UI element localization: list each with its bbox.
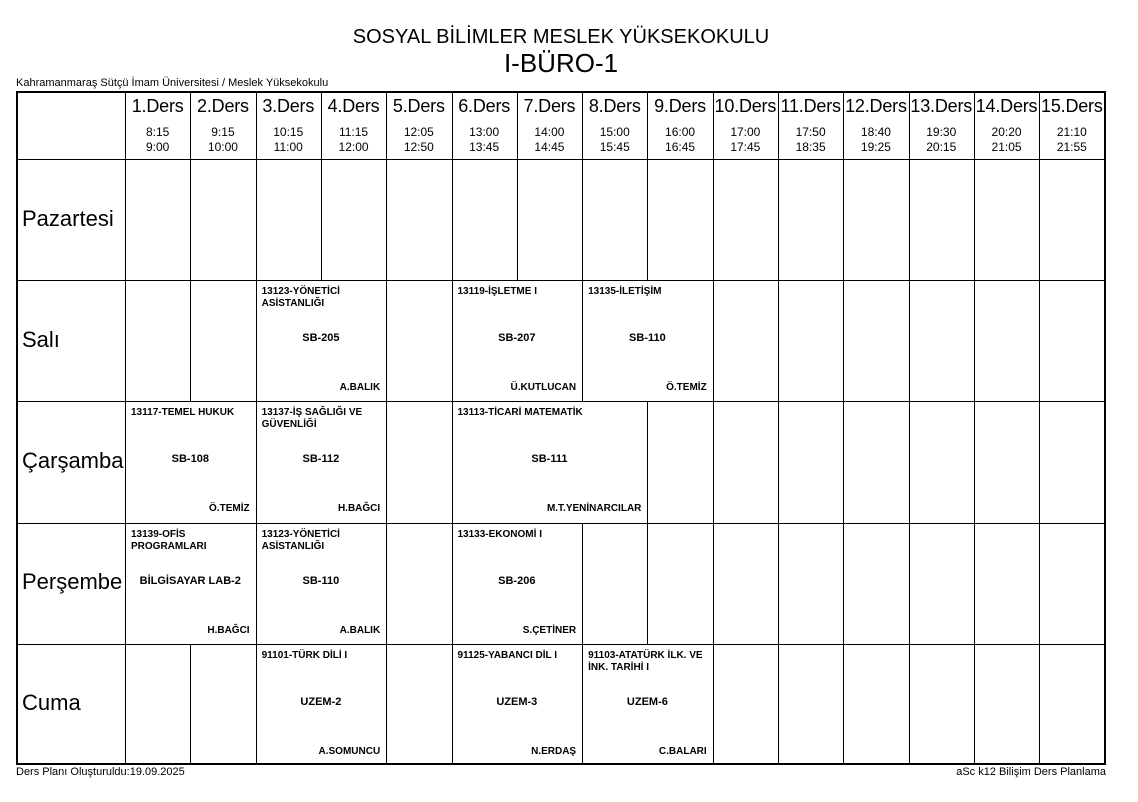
column-divider xyxy=(843,93,844,159)
period-header xyxy=(974,93,1039,159)
lesson-course-code: 91103-ATATÜRK İLK. VE İNK. TARİHİ I xyxy=(588,649,703,673)
period-time xyxy=(843,125,908,155)
period-header xyxy=(909,93,974,159)
period-time xyxy=(256,125,321,155)
column-divider xyxy=(778,159,779,280)
school-title: SOSYAL BİLİMLER MESLEK YÜKSEKOKULU xyxy=(352,26,770,48)
period-header xyxy=(386,93,451,159)
lesson-block[interactable] xyxy=(125,523,256,644)
period-name: 13.Ders xyxy=(910,96,973,116)
day-label: Perşembe xyxy=(22,569,123,595)
period-header xyxy=(713,93,778,159)
column-divider xyxy=(713,401,714,522)
period-name: 15.Ders xyxy=(1041,96,1103,116)
period-header xyxy=(778,93,843,159)
period-name: 12.Ders xyxy=(845,96,907,116)
period-header xyxy=(843,93,908,159)
period-header xyxy=(125,93,190,159)
period-time xyxy=(190,125,255,155)
column-divider xyxy=(517,159,518,280)
column-divider xyxy=(386,401,387,522)
column-divider xyxy=(647,93,648,159)
period-name: 9.Ders xyxy=(654,96,706,116)
period-time xyxy=(713,125,778,155)
period-end-time: 11:00 xyxy=(273,140,303,154)
period-time xyxy=(974,125,1039,155)
period-end-time: 19:25 xyxy=(860,140,891,154)
lesson-block[interactable] xyxy=(256,644,387,765)
day-label: Salı xyxy=(22,326,60,352)
column-divider xyxy=(909,401,910,522)
lesson-course-code: 13117-TEMEL HUKUK xyxy=(131,407,235,419)
column-divider xyxy=(256,93,257,159)
lesson-room: BİLGİSAYAR LAB-2 xyxy=(139,574,241,587)
lesson-room: SB-206 xyxy=(498,574,536,587)
column-divider xyxy=(909,523,910,644)
period-end-time: 12:50 xyxy=(403,140,434,154)
period-end-time: 16:45 xyxy=(665,140,696,154)
lesson-teacher: A.SOMUNCU xyxy=(318,745,381,757)
lesson-room: UZEM-2 xyxy=(300,695,342,708)
lesson-room: SB-110 xyxy=(302,574,340,587)
column-divider xyxy=(974,401,975,522)
column-divider xyxy=(778,93,779,159)
period-header xyxy=(452,93,517,159)
software-footer: aSc k12 Bilişim Ders Planlama xyxy=(956,766,1106,778)
period-end-time: 10:00 xyxy=(207,140,238,154)
period-name: 1.Ders xyxy=(131,96,184,116)
period-end-time: 15:45 xyxy=(599,140,630,154)
period-end-time: 21:05 xyxy=(991,140,1022,154)
period-end-time: 17:45 xyxy=(730,140,761,154)
column-divider xyxy=(778,401,779,522)
day-label: Çarşamba xyxy=(22,448,124,473)
column-divider xyxy=(974,159,975,280)
row-divider xyxy=(18,159,1104,160)
column-divider xyxy=(843,401,844,522)
lesson-room: SB-112 xyxy=(302,453,340,466)
column-divider xyxy=(974,93,975,159)
period-time xyxy=(647,125,712,155)
period-start-time: 17:00 xyxy=(730,125,761,139)
lesson-course-code: 91125-YABANCI DİL I xyxy=(457,649,557,661)
lesson-room: UZEM-6 xyxy=(626,695,668,708)
column-divider xyxy=(843,159,844,280)
period-start-time: 19:30 xyxy=(926,125,957,139)
column-divider xyxy=(713,159,714,280)
period-header xyxy=(647,93,712,159)
period-time xyxy=(125,125,190,155)
column-divider xyxy=(190,280,191,401)
lesson-block[interactable] xyxy=(452,401,648,522)
column-divider xyxy=(713,280,714,401)
lesson-room: SB-205 xyxy=(302,332,340,345)
column-divider xyxy=(386,523,387,644)
column-divider xyxy=(1039,644,1040,763)
lesson-block[interactable] xyxy=(256,280,387,401)
column-divider xyxy=(1039,159,1040,280)
lesson-teacher: N.ERDAŞ xyxy=(531,745,577,757)
column-divider xyxy=(843,644,844,763)
lesson-block[interactable] xyxy=(256,523,387,644)
timetable-grid xyxy=(16,91,1106,765)
column-divider xyxy=(778,523,779,644)
period-name: 5.Ders xyxy=(392,96,445,116)
institution-label: Kahramanmaraş Sütçü İmam Üniversitesi / Meslek Yüksekokulu xyxy=(16,77,329,89)
period-end-time: 20:15 xyxy=(926,140,957,154)
period-start-time: 21:10 xyxy=(1056,125,1087,139)
period-time xyxy=(1039,125,1104,155)
created-date-footer: Ders Planı Oluşturuldu:19.09.2025 xyxy=(16,766,185,778)
column-divider xyxy=(386,159,387,280)
column-divider xyxy=(452,159,453,280)
lesson-block[interactable] xyxy=(256,401,387,522)
column-divider xyxy=(452,93,453,159)
lesson-teacher: C.BALARI xyxy=(658,745,707,757)
lesson-block[interactable] xyxy=(125,401,256,522)
period-end-time: 13:45 xyxy=(469,140,500,154)
lesson-room: SB-110 xyxy=(629,332,666,345)
period-end-time: 9:00 xyxy=(145,140,170,154)
column-divider xyxy=(386,93,387,159)
lesson-course-code: 13137-İŞ SAĞLIĞI VE GÜVENLİĞİ xyxy=(261,407,363,431)
column-divider xyxy=(1039,93,1040,159)
period-start-time: 14:00 xyxy=(534,125,565,139)
column-divider xyxy=(256,159,257,280)
column-divider xyxy=(713,523,714,644)
column-divider xyxy=(778,644,779,763)
column-divider xyxy=(582,159,583,280)
column-divider xyxy=(582,93,583,159)
lesson-course-code: 13133-EKONOMİ I xyxy=(457,528,542,540)
lesson-room: SB-108 xyxy=(171,453,209,466)
column-divider xyxy=(778,280,779,401)
day-label: Pazartesi xyxy=(22,205,114,231)
column-divider xyxy=(321,159,322,280)
column-divider xyxy=(1039,523,1040,644)
column-divider xyxy=(386,280,387,401)
period-start-time: 12:05 xyxy=(403,125,434,139)
period-name: 14.Ders xyxy=(975,96,1038,116)
column-divider xyxy=(843,280,844,401)
lesson-teacher: S.ÇETİNER xyxy=(522,624,577,636)
lesson-room: SB-111 xyxy=(531,453,568,466)
column-divider xyxy=(713,93,714,159)
column-divider xyxy=(909,159,910,280)
class-title: I-BÜRO-1 xyxy=(503,48,619,78)
lesson-teacher: A.BALIK xyxy=(339,624,381,636)
lesson-teacher: Ö.TEMİZ xyxy=(666,382,707,394)
period-time xyxy=(386,125,451,155)
column-divider xyxy=(974,280,975,401)
lesson-course-code: 13135-İLETİŞİM xyxy=(588,286,662,298)
lesson-course-code: 13119-İŞLETME I xyxy=(457,286,537,298)
period-start-time: 9:15 xyxy=(211,125,235,139)
column-divider xyxy=(1039,280,1040,401)
column-divider xyxy=(647,159,648,280)
period-time xyxy=(517,125,582,155)
period-start-time: 17:50 xyxy=(795,125,826,139)
period-time xyxy=(452,125,517,155)
period-start-time: 13:00 xyxy=(469,125,500,139)
period-end-time: 18:35 xyxy=(795,140,826,154)
period-name: 3.Ders xyxy=(262,96,315,116)
period-name: 4.Ders xyxy=(327,96,380,116)
lesson-block[interactable] xyxy=(582,644,713,765)
lesson-block[interactable] xyxy=(452,523,583,644)
column-divider xyxy=(517,93,518,159)
period-start-time: 11:15 xyxy=(338,125,369,139)
period-start-time: 16:00 xyxy=(665,125,696,139)
lesson-course-code: 13123-YÖNETİCİ ASİSTANLIĞI xyxy=(261,528,340,552)
period-end-time: 14:45 xyxy=(534,140,565,154)
lesson-teacher: M.T.YENİNARCILAR xyxy=(546,503,642,515)
column-divider xyxy=(647,523,648,644)
period-header xyxy=(256,93,321,159)
lesson-block[interactable] xyxy=(452,280,583,401)
period-header xyxy=(190,93,255,159)
period-time xyxy=(778,125,843,155)
lesson-teacher: H.BAĞCI xyxy=(337,503,381,515)
column-divider xyxy=(1039,401,1040,522)
column-divider xyxy=(909,644,910,763)
day-label: Cuma xyxy=(22,690,81,716)
lesson-block[interactable] xyxy=(582,280,713,401)
column-divider xyxy=(386,644,387,763)
lesson-room: UZEM-3 xyxy=(496,695,538,708)
period-time xyxy=(909,125,974,155)
period-name: 6.Ders xyxy=(458,96,511,116)
lesson-block[interactable] xyxy=(452,644,583,765)
lesson-room: SB-207 xyxy=(498,332,536,345)
lesson-course-code: 13139-OFİS PROGRAMLARI xyxy=(131,528,207,552)
period-time xyxy=(321,125,386,155)
lesson-course-code: 13123-YÖNETİCİ ASİSTANLIĞI xyxy=(261,286,340,310)
period-name: 11.Ders xyxy=(780,96,841,116)
column-divider xyxy=(974,644,975,763)
period-header xyxy=(582,93,647,159)
period-name: 2.Ders xyxy=(197,96,249,116)
period-start-time: 20:20 xyxy=(991,125,1022,139)
period-header xyxy=(321,93,386,159)
period-end-time: 12:00 xyxy=(338,140,369,154)
period-name: 8.Ders xyxy=(588,96,641,116)
period-header xyxy=(517,93,582,159)
period-start-time: 8:15 xyxy=(145,125,170,139)
column-divider xyxy=(909,93,910,159)
column-divider xyxy=(647,401,648,522)
column-divider xyxy=(321,93,322,159)
column-divider xyxy=(974,523,975,644)
lesson-teacher: Ü.KUTLUCAN xyxy=(510,382,577,394)
lesson-course-code: 13113-TİCARİ MATEMATİK xyxy=(457,407,583,419)
column-divider xyxy=(843,523,844,644)
column-divider xyxy=(582,523,583,644)
period-end-time: 21:55 xyxy=(1056,140,1087,154)
lesson-teacher: Ö.TEMİZ xyxy=(209,503,250,515)
period-start-time: 10:15 xyxy=(273,125,304,139)
column-divider xyxy=(713,644,714,763)
lesson-course-code: 91101-TÜRK DİLİ I xyxy=(261,649,348,661)
column-divider xyxy=(190,159,191,280)
period-time xyxy=(582,125,647,155)
column-divider xyxy=(190,644,191,763)
lesson-teacher: A.BALIK xyxy=(339,382,381,394)
column-divider xyxy=(909,280,910,401)
column-divider xyxy=(190,93,191,159)
period-header xyxy=(1039,93,1104,159)
lesson-teacher: H.BAĞCI xyxy=(207,624,250,636)
period-start-time: 18:40 xyxy=(860,125,891,139)
period-name: 7.Ders xyxy=(523,96,576,116)
period-name: 10.Ders xyxy=(714,96,777,116)
period-start-time: 15:00 xyxy=(599,125,630,139)
